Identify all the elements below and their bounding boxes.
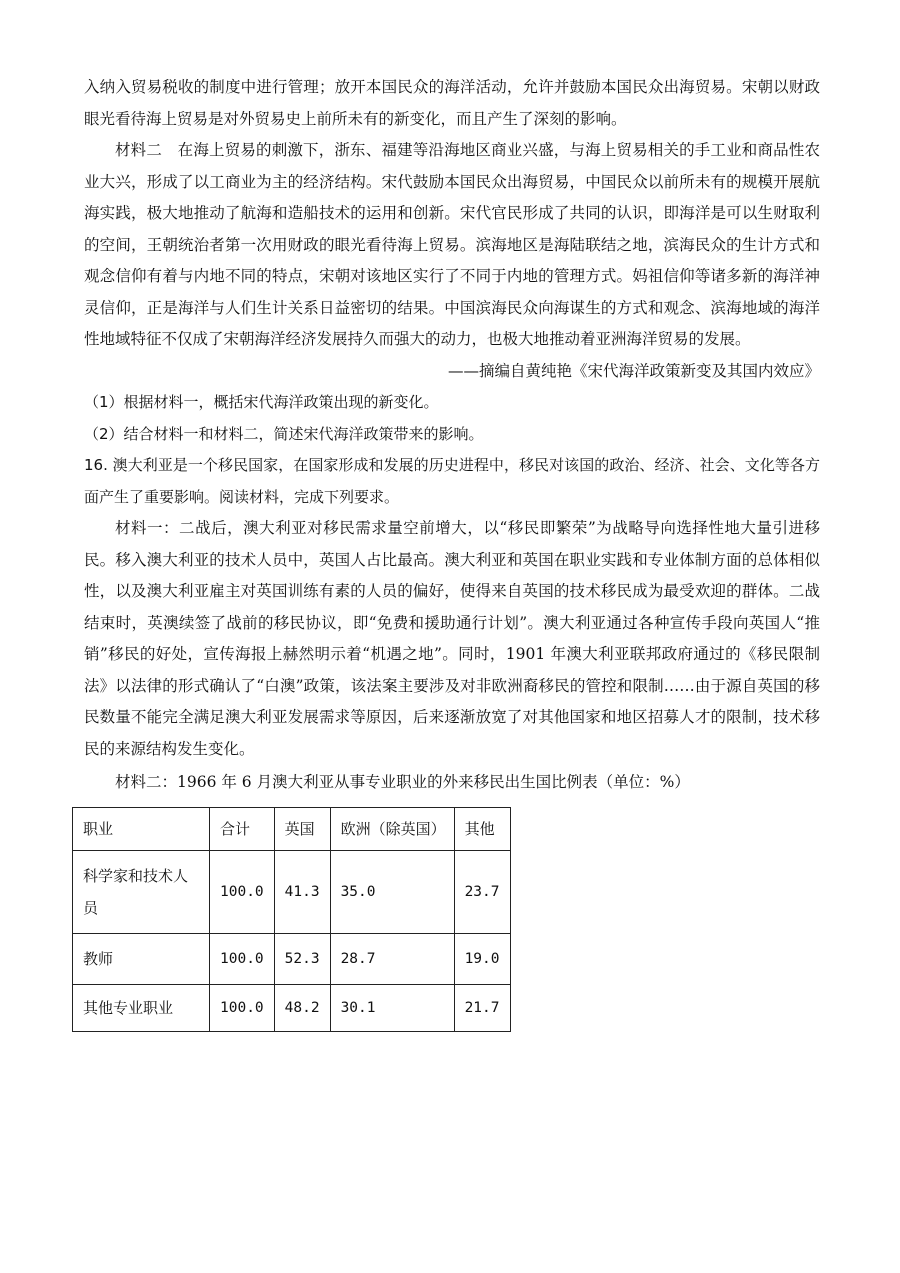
immigrant-birthplace-table bbox=[72, 807, 511, 1032]
table-row bbox=[73, 933, 511, 984]
table-cell: 科学家和技术人员 bbox=[73, 850, 210, 933]
table-header-row bbox=[73, 807, 511, 850]
table-row bbox=[73, 984, 511, 1031]
table-cell: 21.7 bbox=[454, 984, 510, 1031]
table-header-cell: 合计 bbox=[210, 807, 275, 850]
table-row bbox=[73, 850, 511, 933]
table-cell: 35.0 bbox=[330, 850, 454, 933]
table-cell: 30.1 bbox=[330, 984, 454, 1031]
document-page bbox=[84, 72, 820, 1032]
question-1: （1）根据材料一，概括宋代海洋政策出现的新变化。 bbox=[84, 393, 439, 411]
table-cell: 100.0 bbox=[210, 850, 275, 933]
table-cell: 28.7 bbox=[330, 933, 454, 984]
table-cell: 52.3 bbox=[274, 933, 330, 984]
table-header-cell: 职业 bbox=[73, 807, 210, 850]
q16-material1: 材料一：二战后，澳大利亚对移民需求量空前增大，以“移民即繁荣”为战略导向选择性地大量引进移民。移入澳大利亚的技术人员中，英国人占比最高。澳大利亚和英国在职业实践和专业体制方面的总体相似性，以及澳大利亚雇主对英国训练有素的人员的偏好，使得来自英国的技术移民成为最受欢迎的群体。二战结束时，英澳续签了战前的移民协议，即“免费和援助通行计划”。澳大利亚通过各种宣传手段向英国人“推销”移民的好处，宣传海报上赫然明示着“机遇之地”。同时，1901 年澳大利亚联邦政府通过的《移民限制法》以法律的形式确认了“白澳”政策，该法案主要涉及对非欧洲裔移民的管控和限制……由于源自英国的移民数量不能完全满足澳大利亚发展需求等原因，后来逐渐放宽了对其他国家和地区招募人才的限制，技术移民的来源结构发生变化。 bbox=[84, 519, 820, 758]
table-cell: 100.0 bbox=[210, 933, 275, 984]
table-cell: 教师 bbox=[73, 933, 210, 984]
table-cell: 19.0 bbox=[454, 933, 510, 984]
table-cell: 100.0 bbox=[210, 984, 275, 1031]
q16-material2-caption: 材料二：1966 年 6 月澳大利亚从事专业职业的外来移民出生国比例表（单位：%） bbox=[115, 773, 690, 791]
table-header-cell: 其他 bbox=[454, 807, 510, 850]
table-cell: 48.2 bbox=[274, 984, 330, 1031]
question-2: （2）结合材料一和材料二，简述宋代海洋政策带来的影响。 bbox=[84, 424, 484, 443]
question-16-intro: 16. 澳大利亚是一个移民国家，在国家形成和发展的历史进程中，移民对该国的政治、经济、社会、文化等各方面产生了重要影响。阅读材料，完成下列要求。 bbox=[84, 456, 820, 506]
material1-tail: 入纳入贸易税收的制度中进行管理；放开本国民众的海洋活动，允许并鼓励本国民众出海贸易。宋朝以财政眼光看待海上贸易是对外贸易史上前所未有的新变化，而且产生了深刻的影响。 bbox=[84, 78, 820, 128]
table-cell: 其他专业职业 bbox=[73, 984, 210, 1031]
source-citation: ——摘编自黄纯艳《宋代海洋政策新变及其国内效应》 bbox=[447, 361, 820, 380]
material2-paragraph: 材料二 在海上贸易的刺激下，浙东、福建等沿海地区商业兴盛，与海上贸易相关的手工业和商品性农业大兴，形成了以工商业为主的经济结构。宋代鼓励本国民众出海贸易，中国民众以前所未有的规模开展航海实践，极大地推动了航海和造船技术的运用和创新。宋代官民形成了共同的认识，即海洋是可以生财取利的空间，王朝统治者第一次用财政的眼光看待海上贸易。滨海地区是海陆联结之地，滨海民众的生计方式和观念信仰有着与内地不同的特点，宋朝对该地区实行了不同于内地的管理方式。妈祖信仰等诸多新的海洋神灵信仰，正是海洋与人们生计关系日益密切的结果。中国滨海民众向海谋生的方式和观念、滨海地域的海洋性地域特征不仅成了宋朝海洋经济发展持久而强大的动力，也极大地推动着亚洲海洋贸易的发展。 bbox=[84, 141, 820, 348]
table-cell: 41.3 bbox=[274, 850, 330, 933]
table-header-cell: 欧洲（除英国） bbox=[330, 807, 454, 850]
table-cell: 23.7 bbox=[454, 850, 510, 933]
table-header-cell: 英国 bbox=[274, 807, 330, 850]
